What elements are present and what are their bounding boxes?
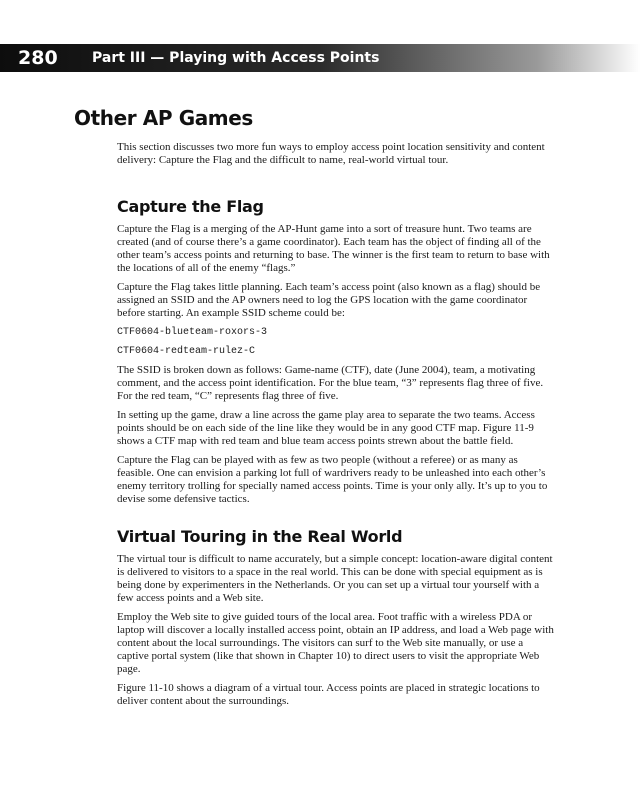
paragraph: Capture the Flag can be played with as few as two people (without a referee) or as many as feasible. One can envision a parking lot full of wardrivers ready to be unleashed into each other’s enemy territory trolling for specially named access points. Time is your only ally. It’s up to you to devise some defensive tactics. [117, 454, 548, 505]
paragraph: Figure 11-10 shows a diagram of a virtual tour. Access points are placed in strategic locations to deliver content about the surroundings. [117, 682, 540, 707]
virtual-touring-heading: Virtual Touring in the Real World [117, 527, 403, 546]
body-content [117, 141, 554, 708]
intro-paragraph: This section discusses two more fun ways to employ access point location sensitivity and content delivery: Capture the Flag and the difficult to name, real-world virtual tour. [117, 141, 545, 166]
code-line-blueteam: CTF0604-blueteam-roxors-3 [117, 327, 268, 338]
capture-the-flag-heading: Capture the Flag [117, 197, 264, 216]
paragraph: Capture the Flag takes little planning. Each team’s access point (also known as a flag) should be assigned an SSID and the AP owners need to log the GPS location with the game coordinator before starting. An example SSID scheme could be: [117, 281, 541, 319]
running-head: Part III — Playing with Access Points [92, 50, 380, 66]
paragraph: Capture the Flag is a merging of the AP-Hunt game into a sort of treasure hunt. Two teams are created (and of course there’s a game coordinator). Each team has the object of finding all of the other team’s access points and returning to base. The winner is the first team to return to base with the locations of all of the enemy “flags.” [117, 223, 550, 274]
section-title: Other AP Games [74, 106, 253, 130]
paragraph: The SSID is broken down as follows: Game-name (CTF), date (June 2004), team, a motivating comment, and the access point identification. For the blue team, “3” represents flag three of five. For the red team, “C” represents flag three of five. [117, 364, 544, 402]
running-header [0, 44, 640, 72]
paragraph: Employ the Web site to give guided tours of the local area. Foot traffic with a wireless PDA or laptop will discover a locally installed access point, obtain an IP address, and load a Web page with content about the local surroundings. The visitors can surf to the Web site manually, or use a captive portal system (like that shown in Chapter 10) to direct users to visit the appropriate Web page. [117, 611, 554, 675]
page-number: 280 [18, 47, 58, 69]
paragraph: In setting up the game, draw a line across the game play area to separate the two teams. Access points should be on each side of the line like they would be in any good CTF map. Figure 11-9 shows a CTF map with red team and blue team access points strewn about the battle field. [117, 409, 535, 447]
code-line-redteam: CTF0604-redteam-rulez-C [117, 346, 256, 357]
paragraph: The virtual tour is difficult to name accurately, but a simple concept: location-aware digital content is delivered to visitors to a space in the real world. This can be done with special equipment as is being done by experimenters in the Netherlands. Or you can set up a virtual tour yourself with a few access points and a Web site. [117, 553, 553, 604]
